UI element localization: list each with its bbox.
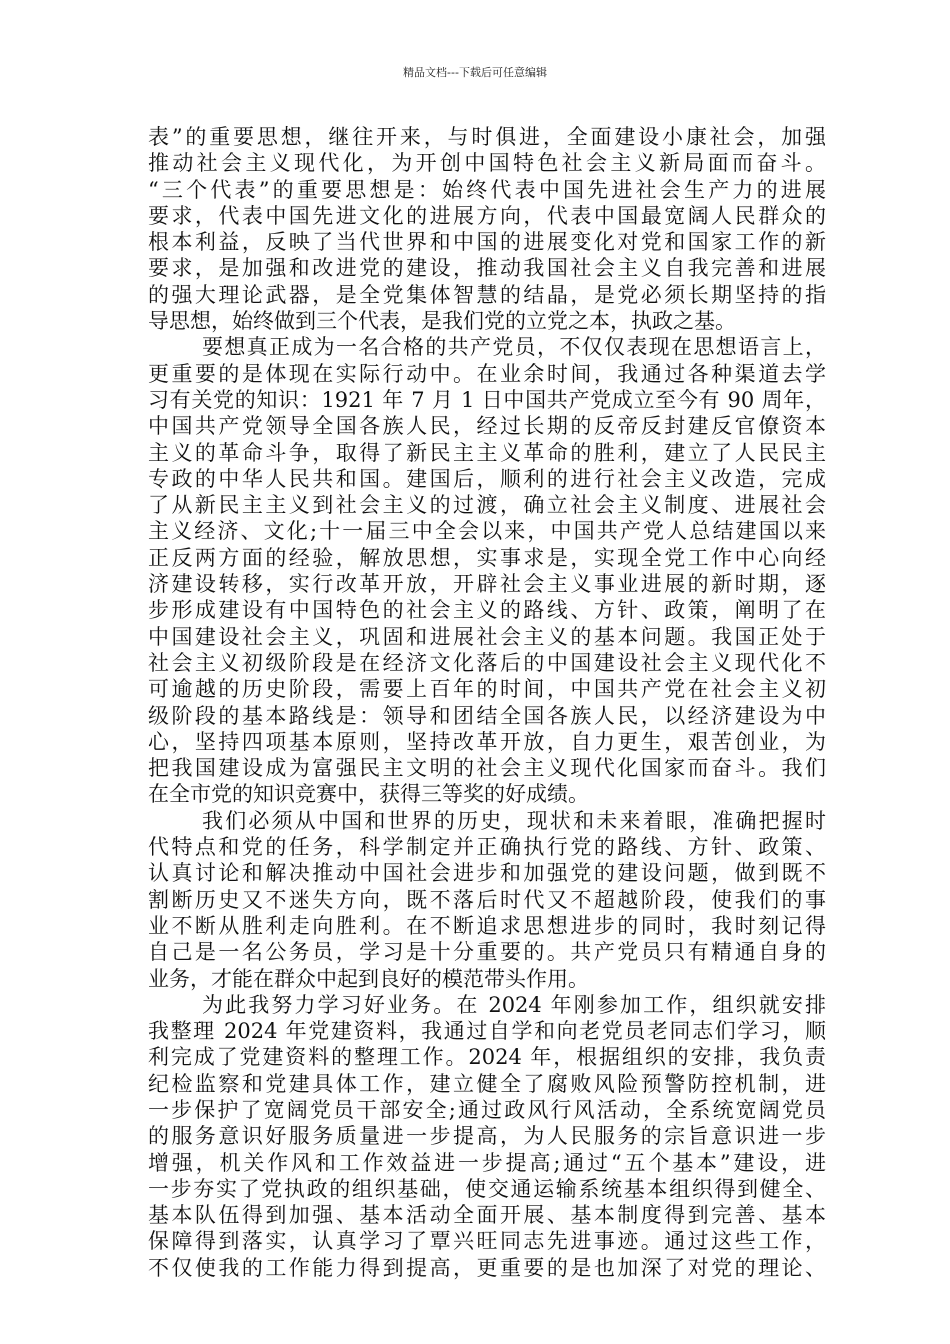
text-line: 级阶段的基本路线是：领导和团结全国各族人民，以经济建设为中 bbox=[148, 703, 826, 728]
text-line: 业务，才能在群众中起到良好的模范带头作用。 bbox=[148, 966, 589, 991]
text-line: 的服务意识好服务质量进一步提高，为人民服务的宗旨意识进一步 bbox=[148, 1124, 826, 1149]
text-line: 代特点和党的任务，科学制定并正确执行党的路线、方针、政策、 bbox=[148, 835, 826, 860]
paragraph bbox=[148, 992, 826, 1281]
document-body bbox=[148, 124, 826, 1281]
paragraph bbox=[148, 334, 826, 807]
text-line: 步形成建设有中国特色的社会主义的路线、方针、政策，阐明了在 bbox=[148, 598, 826, 623]
paragraph bbox=[148, 124, 826, 334]
text-line: 习有关党的知识：1921 年 7 月 1 日中国共产党成立至今有 90 周年， bbox=[148, 387, 826, 412]
text-line: 保障得到落实，认真学习了覃兴旺同志先进事迹。通过这些工作， bbox=[148, 1229, 826, 1254]
text-line: 推动社会主义现代化，为开创中国特色社会主义新局面而奋斗。 bbox=[148, 151, 826, 176]
text-line: 了从新民主主义到社会主义的过渡，确立社会主义制度、进展社会 bbox=[148, 493, 826, 518]
text-line: 在全市党的知识竞赛中，获得三等奖的好成绩。 bbox=[148, 782, 589, 807]
text-line: 割断历史又不迷失方向，既不落后时代又不超越阶段，使我们的事 bbox=[148, 887, 826, 912]
text-line: 自己是一名公务员，学习是十分重要的。共产党员只有精通自身的 bbox=[148, 940, 826, 965]
text-line: 一步保护了宽阔党员干部安全;通过政风行风活动，全系统宽阔党员 bbox=[148, 1097, 826, 1122]
page-header: 精品文档---下载后可任意编辑 bbox=[403, 66, 547, 79]
text-line: 表”的重要思想，继往开来，与时俱进，全面建设小康社会，加强 bbox=[148, 125, 826, 149]
text-line: 济建设转移，实行改革开放，开辟社会主义事业进展的新时期，逐 bbox=[148, 572, 826, 597]
text-line: 的强大理论武器，是全党集体智慧的结晶，是党必须长期坚持的指 bbox=[148, 282, 826, 307]
text-line: 业不断从胜利走向胜利。在不断追求思想进步的同时，我时刻记得 bbox=[148, 913, 826, 938]
text-line: 认真讨论和解决推动中国社会进步和加强党的建设问题，做到既不 bbox=[148, 861, 826, 886]
text-line: 中国共产党领导全国各族人民，经过长期的反帝反封建反官僚资本 bbox=[148, 414, 826, 439]
text-line: 不仅使我的工作能力得到提高，更重要的是也加深了对党的理论、 bbox=[148, 1255, 826, 1280]
text-line: 可逾越的历史阶段，需要上百年的时间，中国共产党在社会主义初 bbox=[148, 677, 826, 702]
text-line: 一步夯实了党执政的组织基础，使交通运输系统基本组织得到健全、 bbox=[148, 1176, 826, 1201]
text-line: 心，坚持四项基本原则，坚持改革开放，自力更生，艰苦创业，为 bbox=[148, 729, 826, 754]
text-line: 要求，代表中国先进文化的进展方向，代表中国最宽阔人民群众的 bbox=[148, 203, 826, 228]
paragraph bbox=[148, 808, 826, 992]
text-line: 纪检监察和党建具体工作，建立健全了腐败风险预警防控机制，进 bbox=[148, 1071, 826, 1096]
text-line: 要想真正成为一名合格的共产党员，不仅仅表现在思想语言上， bbox=[202, 335, 826, 360]
text-line: “三个代表”的重要思想是：始终代表中国先进社会生产力的进展 bbox=[148, 177, 826, 202]
text-line: 导思想，始终做到三个代表，是我们党的立党之本，执政之基。 bbox=[148, 309, 736, 334]
text-line: 基本队伍得到加强、基本活动全面开展、基本制度得到完善、基本 bbox=[148, 1203, 826, 1228]
text-line: 利完成了党建资料的整理工作。2024 年，根据组织的安排，我负责 bbox=[148, 1045, 826, 1070]
text-line: 正反两方面的经验，解放思想，实事求是，实现全党工作中心向经 bbox=[148, 545, 826, 570]
text-line: 主义经济、文化;十一届三中全会以来，中国共产党人总结建国以来 bbox=[148, 519, 826, 544]
text-line: 为此我努力学习好业务。在 2024 年刚参加工作，组织就安排 bbox=[202, 992, 826, 1017]
text-line: 根本利益，反映了当代世界和中国的进展变化对党和国家工作的新 bbox=[148, 230, 826, 255]
text-line: 更重要的是体现在实际行动中。在业余时间，我通过各种渠道去学 bbox=[148, 361, 826, 386]
text-line: 中国建设社会主义，巩固和进展社会主义的基本问题。我国正处于 bbox=[148, 624, 826, 649]
text-line: 增强，机关作风和工作效益进一步提高;通过“五个基本”建设，进 bbox=[148, 1150, 826, 1175]
text-line: 我们必须从中国和世界的历史，现状和未来着眼，准确把握时 bbox=[202, 808, 826, 833]
text-line: 主义的革命斗争，取得了新民主主义革命的胜利，建立了人民民主 bbox=[148, 440, 826, 465]
text-line: 把我国建设成为富强民主文明的社会主义现代化国家而奋斗。我们 bbox=[148, 756, 826, 781]
text-line: 要求，是加强和改进党的建设，推动我国社会主义自我完善和进展 bbox=[148, 256, 826, 281]
text-line: 社会主义初级阶段是在经济文化落后的中国建设社会主义现代化不 bbox=[148, 650, 826, 675]
text-line: 我整理 2024 年党建资料，我通过自学和向老党员老同志们学习，顺 bbox=[148, 1019, 826, 1044]
text-line: 专政的中华人民共和国。建国后，顺利的进行社会主义改造，完成 bbox=[148, 466, 826, 491]
